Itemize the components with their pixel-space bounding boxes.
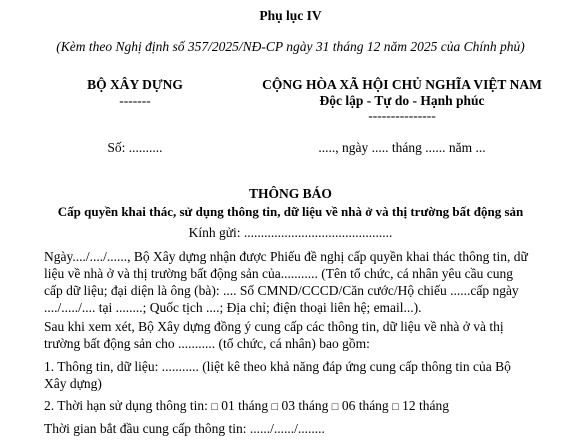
notice-subtitle: Cấp quyền khai thác, sử dụng thông tin, dữ liệu về nhà ở và thị trường bất động sản — [57, 204, 524, 219]
checkbox-icon[interactable]: □ — [271, 401, 279, 413]
duration-option: 03 tháng — [281, 398, 329, 413]
duration-option: 01 tháng — [221, 398, 269, 413]
text-line: Ngày..../..../......, Bộ Xây dựng nhận được Phiếu đề nghị cấp quyền khai thác thông tin, dữ — [44, 249, 528, 264]
text-line: Sau khi xem xét, Bộ Xây dựng đồng ý cung cấp các thông tin, dữ liệu về nhà ở và thị — [44, 319, 504, 334]
text-line: ..../...../.... tại ........; Quốc tịch ....; Địa chỉ; điện thoại liên hệ; email...). — [44, 300, 422, 315]
paragraph-request — [44, 248, 564, 316]
motto-rule: --------------- — [368, 108, 436, 123]
duration-option: 12 tháng — [402, 398, 449, 413]
text-line: trường bất động sản cho ........... (tổ chức, cá nhân) bao gồm: — [44, 336, 370, 351]
national-motto: Độc lập - Tự do - Hạnh phúc — [319, 93, 485, 108]
duration-label: 2. Thời hạn sử dụng thông tin: — [44, 398, 208, 413]
notice-title: THÔNG BÁO — [249, 186, 332, 201]
appendix-title: Phụ lục IV — [259, 8, 322, 23]
recipient-line: Kính gửi: ............................................ — [188, 225, 393, 240]
checkbox-icon[interactable]: □ — [392, 401, 399, 413]
start-time-line — [44, 420, 564, 437]
duration-line — [44, 397, 564, 416]
agency-rule: ------- — [119, 93, 151, 108]
decree-note: (Kèm theo Nghị định số 357/2025/NĐ-CP ngày 31 tháng 12 năm 2025 của Chính phủ) — [56, 39, 525, 54]
paragraph-approval — [44, 318, 564, 352]
document-number: Số: .......... — [107, 140, 163, 155]
country-name: CỘNG HÒA XÃ HỘI CHỦ NGHĨA VIỆT NAM — [262, 77, 542, 92]
date-line: ....., ngày ..... tháng ...... năm ... — [318, 140, 486, 155]
duration-option: 06 tháng — [341, 398, 389, 413]
item-duration — [44, 397, 564, 416]
item-information — [44, 358, 564, 392]
text-line: cấp dữ liệu; đại diện là ông (bà): .... Số CMND/CCCD/Căn cước/Hộ chiếu ......cấp ngày — [44, 283, 519, 298]
text-line: liệu về nhà ở và thị trường bất động sản của........... (Tên tổ chức, cá nhân yêu cầu cung — [44, 266, 514, 281]
text-line: 1. Thông tin, dữ liệu: ........... (liệt kê theo khả năng đáp ứng cung cấp thông tin của Bộ — [44, 359, 511, 374]
checkbox-icon[interactable]: □ — [211, 401, 218, 413]
checkbox-icon[interactable]: □ — [331, 401, 339, 413]
text-line: Thời gian bắt đầu cung cấp thông tin: ....../....../........ — [44, 421, 325, 436]
agency-name: BỘ XÂY DỰNG — [87, 77, 183, 92]
text-line: Xây dựng) — [44, 376, 102, 391]
